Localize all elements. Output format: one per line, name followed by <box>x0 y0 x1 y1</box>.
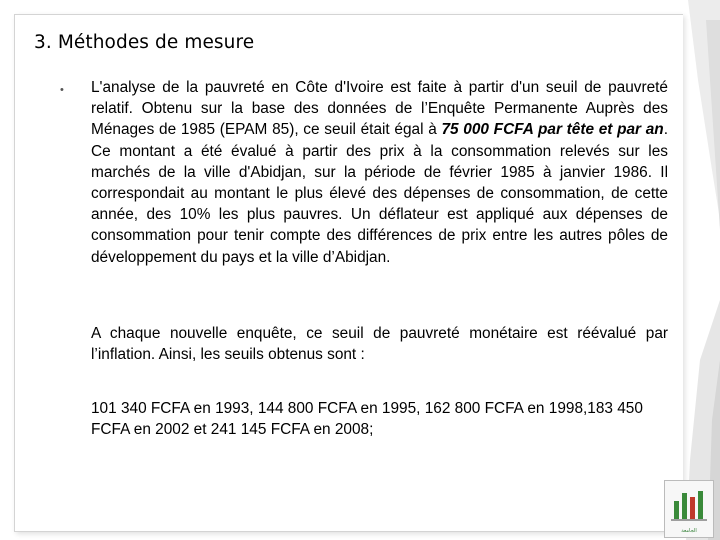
logo-bar-1 <box>674 501 679 519</box>
right-decoration <box>660 0 720 540</box>
slide-title: 3. Méthodes de mesure <box>34 32 255 53</box>
bullet-marker: • <box>60 84 64 96</box>
logo-caption: ﺍﻟﺠﺎﻣﻌﺔ <box>681 528 697 534</box>
poverty-threshold-emphasis: 75 000 FCFA par tête et par an <box>441 121 664 139</box>
paragraph-thresholds: 101 340 FCFA en 1993, 144 800 FCFA en 1995, 162 800 FCFA en 1998,183 450 FCFA en 2002 et 241 145 FCFA en 2008; <box>91 400 643 439</box>
logo-bar-4 <box>698 491 703 519</box>
institution-logo-icon <box>665 481 713 527</box>
logo-bar-3 <box>690 497 695 519</box>
paragraph-methodology-part2: . Ce montant a été évalué à partir des prix à la consommation relevés sur les marchés de la ville d'Abidjan, sur la période de février 1985 à janvier 1986. Il correspondait au montant le plus élevé des dépenses de consommation, de cette année, des 10% les plus pauvres. Un déflateur est appliqué aux dépenses de consommation pour tenir compte des différences de prix entre les autres pôles de développement du pays et la ville d’Abidjan. <box>91 121 668 266</box>
institution-logo <box>664 480 714 538</box>
logo-bar-2 <box>682 493 687 519</box>
paragraph-reevaluation: A chaque nouvelle enquête, ce seuil de pauvreté monétaire est réévalué par l’inflation. Ainsi, les seuils obtenus sont : <box>91 325 668 364</box>
paragraph-methodology-part1: L'analyse de la pauvreté en Côte d'Ivoire est faite à partir d'un seuil de pauvreté relatif. Obtenu sur la base des données de l’Enquête Permanente Auprès des Ménages de 1985 (EPAM 85), ce seuil était égal à <box>91 79 668 139</box>
paragraph-methodology <box>91 77 668 268</box>
